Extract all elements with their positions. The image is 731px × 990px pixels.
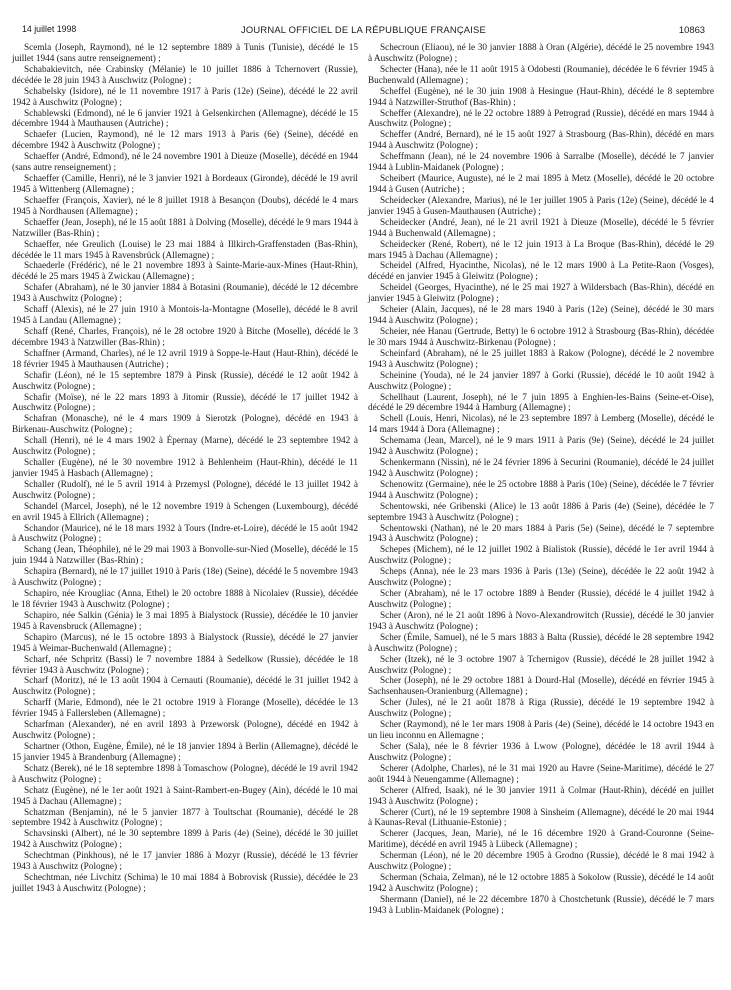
list-item: Schepes (Michem), né le 12 juillet 1902 à Bialistok (Russie), décédé le 1er avril 1944 à Auschwitz (Pologne) ;	[368, 545, 714, 567]
list-item: Scharff (Marie, Edmond), née le 21 octobre 1919 à Florange (Moselle), décédée le 13 février 1945 à Fallersleben (Allemagne) ;	[12, 698, 358, 720]
list-item: Scherer (Alfred, Isaak), né le 30 janvier 1911 à Colmar (Haut-Rhin), décédé en juillet 1943 à Auschwitz (Pologne) ;	[368, 785, 714, 807]
list-item: Scherer (Adolphe, Charles), né le 31 mai 1920 au Havre (Seine-Maritime), décédé le 27 août 1944 à Neuengamme (Allemagne) ;	[368, 763, 714, 785]
list-item: Schapira (Bernard), né le 17 juillet 1910 à Paris (18e) (Seine), décédé le 5 novembre 1943 à Auschwitz (Pologne) ;	[12, 567, 358, 589]
list-item: Schafer (Abraham), né le 30 janvier 1884 à Botasini (Roumanie), décédé le 12 décembre 1943 à Auschwitz (Pologne) ;	[12, 283, 358, 305]
list-item: Schafran (Monasche), né le 4 mars 1909 à Sierotzk (Pologne), décédé en 1943 à Birkenau-Auschwitz (Pologne) ;	[12, 414, 358, 436]
list-item: Schartner (Othon, Eugène, Émile), né le 18 janvier 1894 à Berlin (Allemagne), décédé le 15 janvier 1945 à Brandenburg (Allemagne) ;	[12, 742, 358, 763]
list-item: Schatz (Eugène), né le 1er août 1921 à Saint-Rambert-en-Bugey (Ain), décédé le 10 mai 1945 à Dachau (Allemagne) ;	[12, 785, 358, 807]
list-item: Scheffel (Eugène), né le 30 juin 1908 à Hesingue (Haut-Rhin), décédé le 8 septembre 1944 à Natzwiller-Struthof (Bas-Rhin) ;	[368, 86, 714, 108]
list-item: Scherer (Jacques, Jean, Marie), né le 16 décembre 1920 à Grand-Couronne (Seine-Maritime), décédé en avril 1945 à Lübeck (Allemagne) ;	[368, 829, 714, 851]
list-item: Scheidecker (Alexandre, Marius), né le 1er juillet 1905 à Paris (12e) (Seine), décédé le 4 janvier 1945 à Gusen-Mauthausen (Autriche) ;	[368, 195, 714, 217]
list-item: Schang (Jean, Théophile), né le 29 mai 1903 à Bonvolle-sur-Nied (Moselle), décédé le 15 juin 1944 à Natzwiller (Bas-Rhin) ;	[12, 545, 358, 567]
list-item: Scheinine (Youda), né le 24 janvier 1897 à Gorki (Russie), décédé le 10 août 1942 à Auschwitz (Pologne) ;	[368, 370, 714, 392]
list-item: Scher (Joseph), né le 29 octobre 1881 à Dourd-Hal (Moselle), décédé en février 1945 à Sachsenhausen-Oranienburg (Allemagne) ;	[368, 676, 714, 698]
list-item: Scher (Jules), né le 21 août 1878 à Riga (Russie), décédé le 19 septembre 1942 à Auschwitz (Pologne) ;	[368, 698, 714, 720]
list-item: Scher (Raymond), né le 1er mars 1908 à Paris (4e) (Seine), décédé le 14 octobre 1943 en un lieu inconnu en Allemagne ;	[368, 720, 714, 742]
list-item: Schell (Louis, Henri, Nicolas), né le 23 septembre 1897 à Lemberg (Moselle), décédé le 14 mars 1944 à Dora (Allemagne) ;	[368, 414, 714, 436]
list-item: Schaeffer (Camille, Henri), né le 3 janvier 1921 à Bordeaux (Gironde), décédé le 19 avril 1945 à Wittenberg (Allemagne) ;	[12, 174, 358, 195]
list-item: Scheidecker (André, Jean), né le 21 avril 1921 à Dieuze (Moselle), décédé le 5 février 1944 à Buchenwald (Allemagne) ;	[368, 217, 714, 239]
list-item: Schandor (Maurice), né le 18 mars 1932 à Tours (Indre-et-Loire), décédé le 15 août 1942 à Auschwitz (Pologne) ;	[12, 523, 358, 545]
page-header	[22, 24, 705, 38]
list-item: Schaeffer, née Greulich (Louise) le 23 mai 1884 à Illkirch-Graffenstaden (Bas-Rhin), décédée le 11 mars 1945 à Ravensbrück (Allemagne) ;	[12, 239, 358, 261]
list-item: Schapiro, née Salkin (Génia) le 3 mai 1895 à Bialystock (Russie), décédée le 10 janvier 1945 à Ravensbruck (Allemagne) ;	[12, 610, 358, 632]
list-item: Schentowski, née Gribenski (Alice) le 13 août 1886 à Paris (4e) (Seine), décédée le 7 septembre 1943 à Auschwitz (Pologne) ;	[368, 501, 714, 523]
journal-title: JOURNAL OFFICIEL DE LA RÉPUBLIQUE FRANÇAISE	[241, 24, 486, 35]
list-item: Schaller (Rudolf), né le 5 avril 1914 à Przemysl (Pologne), décédé le 13 juillet 1942 à Auschwitz (Pologne) ;	[12, 479, 358, 501]
list-item: Scheidel (Alfred, Hyacinthe, Nicolas), né le 12 mars 1900 à La Petite-Raon (Vosges), décédé en janvier 1945 à Gleiwitz (Pologne) ;	[368, 261, 714, 283]
right-column	[368, 43, 714, 917]
list-item: Scharfman (Alexander), né en avril 1893 à Przeworsk (Pologne), décédé en 1942 à Auschwitz (Pologne) ;	[12, 720, 358, 742]
list-item: Schemama (Jean, Marcel), né le 9 mars 1911 à Paris (9e) (Seine), décédé le 24 juillet 1942 à Auschwitz (Pologne) ;	[368, 436, 714, 458]
list-item: Scher (Aron), né le 21 août 1896 à Novo-Alexandrowitch (Russie), décédé le 30 janvier 1943 à Auschwitz (Pologne) ;	[368, 610, 714, 632]
list-item: Scheinfard (Abraham), né le 25 juillet 1883 à Rakow (Pologne), décédé le 2 novembre 1943 à Auschwitz (Pologne) ;	[368, 348, 714, 370]
list-item: Schafir (Moïse), né le 22 mars 1893 à Jitomir (Russie), décédé le 17 juillet 1942 à Auschwitz (Pologne) ;	[12, 392, 358, 414]
list-item: Schabelsky (Isidore), né le 11 novembre 1917 à Paris (12e) (Seine), décédé le 22 avril 1942 à Auschwitz (Pologne) ;	[12, 86, 358, 108]
list-item: Schafir (Léon), né le 15 septembre 1879 à Pinsk (Russie), décédé le 12 août 1942 à Auschwitz (Pologne) ;	[12, 370, 358, 392]
list-item: Schentowski (Nathan), né le 20 mars 1884 à Paris (5e) (Seine), décédé le 7 septembre 1943 à Auschwitz (Pologne) ;	[368, 523, 714, 545]
list-item: Schecter (Hana), née le 11 août 1915 à Odobesti (Roumanie), décédée le 6 février 1945 à Buchenwald (Allemagne) ;	[368, 64, 714, 86]
list-item: Schechtman, née Livchitz (Schima) le 10 mai 1884 à Bobrovisk (Russie), décédée le 23 juillet 1943 à Auschwitz (Pologne) ;	[12, 873, 358, 894]
list-item: Schaefer (Lucien, Raymond), né le 12 mars 1913 à Paris (6e) (Seine), décédé en décembre 1942 à Auschwitz (Pologne) ;	[12, 130, 358, 152]
list-item: Schaeffer (François, Xavier), né le 8 juillet 1918 à Besançon (Doubs), décédé le 4 mars 1945 à Nordhausen (Allemagne) ;	[12, 195, 358, 217]
list-item: Scher (Abraham), né le 17 octobre 1889 à Bender (Russie), décédé le 4 juillet 1942 à Auschwitz (Pologne) ;	[368, 589, 714, 611]
list-item: Schatzman (Benjamin), né le 5 janvier 1877 à Toultschat (Roumanie), décédé le 28 septembre 1942 à Auschwitz (Pologne) ;	[12, 807, 358, 829]
header-date: 14 juillet 1998	[22, 24, 77, 34]
list-item: Schenowitz (Germaine), née le 25 octobre 1888 à Paris (10e) (Seine), décédée le 7 février 1944 à Auschwitz (Pologne) ;	[368, 479, 714, 501]
list-item: Schechtman (Pinkhous), né le 17 janvier 1886 à Mozyr (Russie), décédé le 13 février 1943 à Auschwitz (Pologne) ;	[12, 851, 358, 873]
list-item: Schaeffer (André, Edmond), né le 24 novembre 1901 à Dieuze (Moselle), décédé en 1944 (sans autre renseignement) ;	[12, 152, 358, 174]
list-item: Schenkermann (Nissin), né le 24 février 1896 à Securini (Roumanie), décédé le 24 juillet 1942 à Auschwitz (Pologne) ;	[368, 458, 714, 479]
list-item: Schall (Henri), né le 4 mars 1902 à Épernay (Marne), décédé le 23 septembre 1942 à Auschwitz (Pologne) ;	[12, 436, 358, 458]
list-item: Schaff (René, Charles, François), né le 28 octobre 1920 à Bitche (Moselle), décédé le 3 décembre 1943 à Natzwiller (Bas-Rhin) ;	[12, 326, 358, 348]
list-item: Scher (Itzek), né le 3 octobre 1907 à Tchernigov (Russie), décédé le 28 juillet 1942 à Auschwitz (Pologne) ;	[368, 654, 714, 676]
page-number: 10863	[678, 24, 705, 35]
list-item: Schaff (Alexis), né le 27 juin 1910 à Montois-la-Montagne (Moselle), décédé le 8 avril 1945 à Landau (Allemagne) ;	[12, 305, 358, 327]
list-item: Scher (Sala), née le 8 février 1936 à Lwow (Pologne), décédée le 18 avril 1944 à Auschwitz (Pologne) ;	[368, 742, 714, 763]
list-item: Shermann (Daniel), né le 22 décembre 1870 à Chostchetunk (Russie), décédé le 7 mars 1943 à Lublin-Maidanek (Pologne) ;	[368, 894, 714, 916]
list-item: Scheier, née Hanau (Gertrude, Betty) le 6 octobre 1912 à Strasbourg (Bas-Rhin), décédée le 30 mars 1944 à Auschwitz-Birkenau (Pologne) ;	[368, 326, 714, 348]
list-item: Schellhaut (Laurent, Joseph), né le 7 juin 1895 à Enghien-les-Bains (Seine-et-Oise), décédé le 29 décembre 1944 à Hamburg (Allemagne) ;	[368, 392, 714, 414]
list-item: Schaller (Eugène), né le 30 novembre 1912 à Behlenheim (Haut-Rhin), décédé le 11 janvier 1945 à Hasbach (Allemagne) ;	[12, 458, 358, 479]
list-item: Schapiro, née Krougliac (Anna, Ethel) le 20 octobre 1888 à Nicolaiev (Russie), décédée le 18 février 1943 à Auschwitz (Pologne) ;	[12, 589, 358, 611]
list-item: Scheffmann (Jean), né le 24 novembre 1906 à Sarralbe (Moselle), décédé le 7 janvier 1944 à Lublin-Maidanek (Pologne) ;	[368, 152, 714, 174]
list-item: Scheffer (Alexandre), né le 22 octobre 1889 à Petrograd (Russie), décédé en mars 1944 à Auschwitz (Pologne) ;	[368, 108, 714, 130]
list-item: Scherman (Schaia, Zelman), né le 12 octobre 1885 à Sokolow (Russie), décédé le 14 août 1942 à Auschwitz (Pologne) ;	[368, 873, 714, 894]
list-item: Scheier (Alain, Jacques), né le 28 mars 1940 à Paris (12e) (Seine), décédé le 30 mars 1944 à Auschwitz (Pologne) ;	[368, 305, 714, 327]
list-item: Scheps (Anna), née le 23 mars 1936 à Paris (13e) (Seine), décédée le 22 août 1942 à Auschwitz (Pologne) ;	[368, 567, 714, 589]
list-item: Schaederle (Frédéric), né le 21 novembre 1893 à Sainte-Marie-aux-Mines (Haut-Rhin), décédé le 25 mars 1945 à Zwickau (Allemagne) ;	[12, 261, 358, 283]
list-item: Schaffner (Armand, Charles), né le 12 avril 1919 à Soppe-le-Haut (Haut-Rhin), décédé le 18 février 1945 à Mauthausen (Autriche) ;	[12, 348, 358, 370]
left-column	[12, 43, 358, 895]
list-item: Scheidecker (René, Robert), né le 12 juin 1913 à La Broque (Bas-Rhin), décédé le 29 mars 1945 à Dachau (Allemagne) ;	[368, 239, 714, 261]
list-item: Scheffer (André, Bernard), né le 15 août 1927 à Strasbourg (Bas-Rhin), décédé en mars 1944 à Auschwitz (Pologne) ;	[368, 130, 714, 152]
list-item: Schabakievitch, née Crabinsky (Mélanie) le 10 juillet 1886 à Tchernovert (Russie), décédée le 28 juin 1943 à Auschwitz (Pologne) ;	[12, 64, 358, 86]
list-item: Scemla (Joseph, Raymond), né le 12 septembre 1889 à Tunis (Tunisie), décédé le 15 juillet 1944 (sans autre renseignement) ;	[12, 43, 358, 64]
list-item: Scharf, née Schpritz (Bassi) le 7 novembre 1884 à Sedelkow (Russie), décédée le 18 février 1943 à Auschwitz (Pologne) ;	[12, 654, 358, 676]
list-item: Schavsinski (Albert), né le 30 septembre 1899 à Paris (4e) (Seine), décédé le 30 juillet 1942 à Auschwitz (Pologne) ;	[12, 829, 358, 851]
list-item: Schapiro (Marcus), né le 15 octobre 1893 à Bialystock (Russie), décédé le 27 janvier 1945 à Weimar-Buchenwald (Allemagne) ;	[12, 632, 358, 654]
list-item: Schablewski (Edmond), né le 6 janvier 1921 à Gelsenkirchen (Allemagne), décédé le 15 décembre 1944 à Mauthausen (Autriche) ;	[12, 108, 358, 130]
list-item: Scherman (Léon), né le 20 décembre 1905 à Grodno (Russie), décédé le 8 mai 1942 à Auschwitz (Pologne) ;	[368, 851, 714, 873]
list-item: Scharf (Moritz), né le 13 août 1904 à Cernauti (Roumanie), décédé le 31 juillet 1942 à Auschwitz (Pologne) ;	[12, 676, 358, 698]
list-item: Schecroun (Eliaou), né le 30 janvier 1888 à Oran (Algérie), décédé le 25 novembre 1943 à Auschwitz (Pologne) ;	[368, 43, 714, 64]
list-item: Scherer (Curt), né le 19 septembre 1908 à Sinsheim (Allemagne), décédé le 20 mai 1944 à Kaunas-Reval (Lithuanie-Estonie) ;	[368, 807, 714, 829]
list-item: Scheidel (Georges, Hyacinthe), né le 25 mai 1927 à Wildersbach (Bas-Rhin), décédé en janvier 1945 à Gleiwitz (Pologne) ;	[368, 283, 714, 305]
list-item: Schatz (Berek), né le 18 septembre 1898 à Tomaschow (Pologne), décédé le 19 avril 1942 à Auschwitz (Pologne) ;	[12, 763, 358, 785]
list-item: Schaeffer (Jean, Joseph), né le 15 août 1881 à Dolving (Moselle), décédé le 9 mars 1944 à Natzwiller (Bas-Rhin) ;	[12, 217, 359, 239]
list-item: Scheibert (Maurice, Auguste), né le 2 mai 1895 à Metz (Moselle), décédé le 20 octobre 1944 à Gusen (Autriche) ;	[368, 174, 714, 195]
list-item: Scher (Émile, Samuel), né le 5 mars 1883 à Balta (Russie), décédé le 28 septembre 1942 à Auschwitz (Pologne) ;	[368, 632, 714, 654]
list-item: Schandel (Marcel, Joseph), né le 12 novembre 1919 à Schengen (Luxembourg), décédé en avril 1945 à Ellrich (Allemagne) ;	[12, 501, 358, 523]
